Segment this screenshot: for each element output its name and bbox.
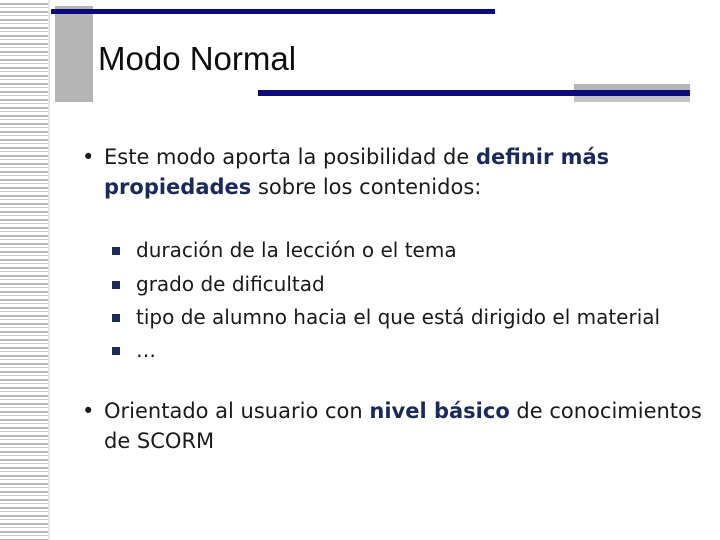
- square-bullet-icon: [112, 314, 120, 322]
- bullet-item: [82, 142, 702, 202]
- bullet-text-before: Este modo aporta la posibilidad de: [104, 145, 476, 169]
- square-bullet-icon: [112, 281, 120, 289]
- bullet-marker: •: [82, 399, 95, 423]
- bullet-text: [104, 396, 702, 456]
- sub-item-text: grado de dificultad: [136, 272, 325, 296]
- title-gray-block-right-shade: [574, 96, 690, 102]
- bullet-text-after: de conocimientos de SCORM: [104, 399, 702, 453]
- sub-list-item: [112, 338, 712, 362]
- title-bottom-rule: [258, 90, 690, 96]
- title-gray-block-left: [55, 6, 93, 102]
- bullet-highlight: definir más propiedades: [104, 145, 610, 199]
- bullet-marker: •: [82, 145, 95, 169]
- sub-item-text: duración de la lección o el tema: [136, 238, 457, 262]
- sub-list-item: [112, 305, 712, 329]
- bullet-text-after: sobre los contenidos:: [251, 175, 482, 199]
- bullet-item: [82, 396, 702, 456]
- bullet-highlight: nivel básico: [369, 399, 510, 423]
- sub-list-item: [112, 238, 712, 262]
- title-top-rule: [51, 9, 495, 14]
- striped-left-margin: [0, 0, 50, 540]
- bullet-text-before: Orientado al usuario con: [104, 399, 370, 423]
- bullet-text: [104, 142, 702, 202]
- slide-title: Modo Normal: [98, 40, 297, 77]
- square-bullet-icon: [112, 247, 120, 255]
- sub-list-item: [112, 272, 712, 296]
- square-bullet-icon: [112, 347, 120, 355]
- sub-item-text: …: [136, 338, 156, 362]
- sub-item-text: tipo de alumno hacia el que está dirigido el material: [136, 305, 661, 329]
